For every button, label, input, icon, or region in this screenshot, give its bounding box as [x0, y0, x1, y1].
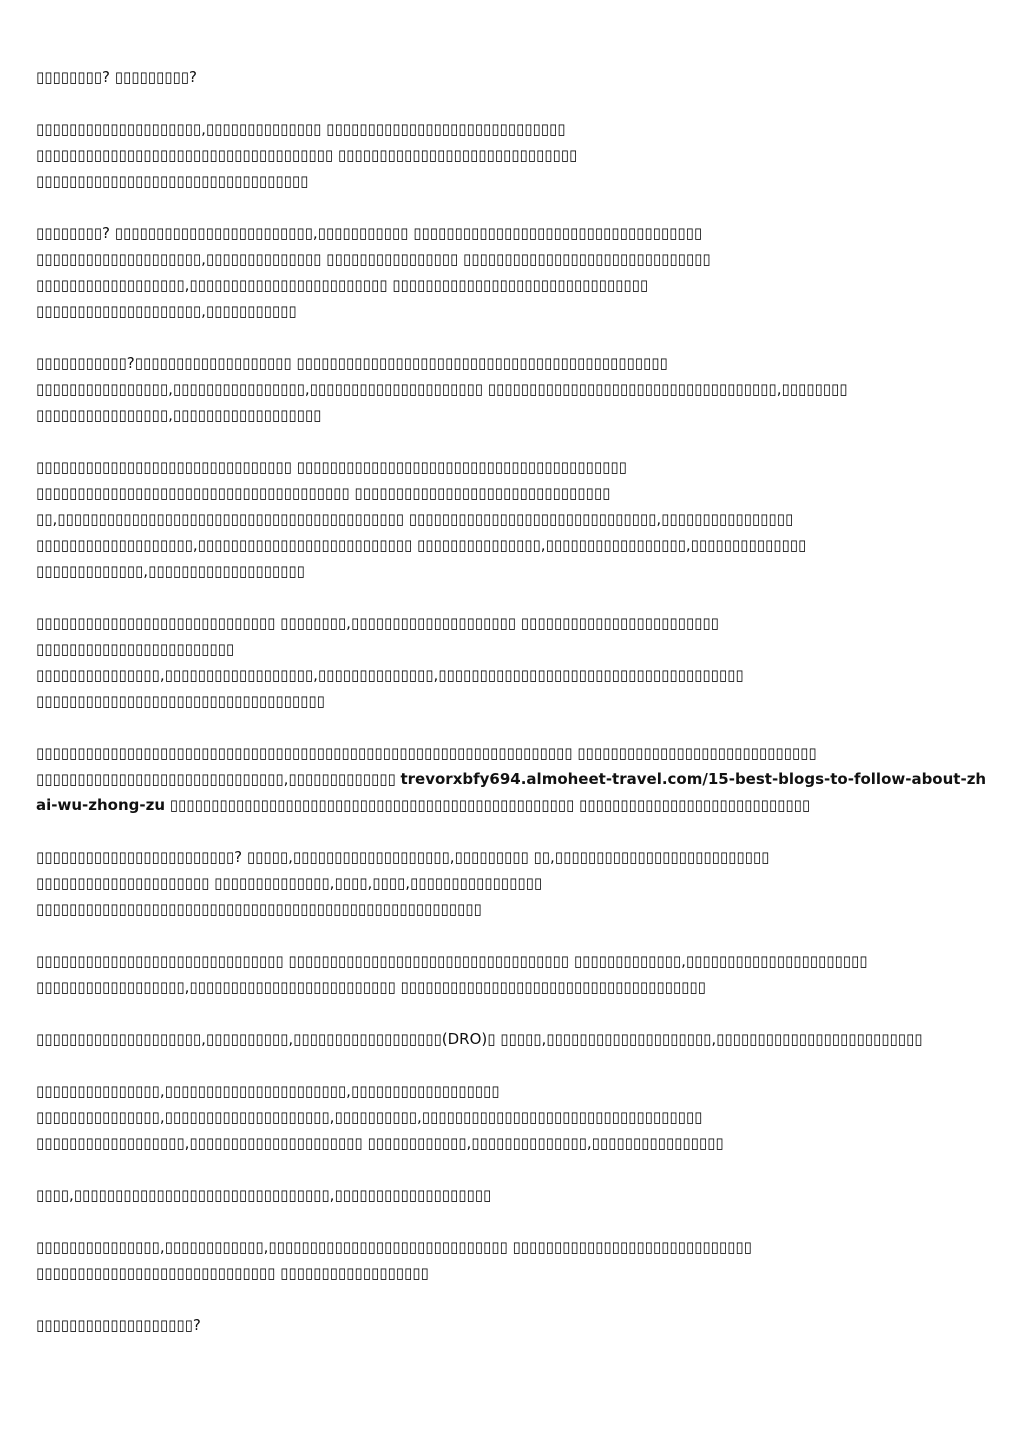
paragraph: ▯▯▯▯▯▯▯▯? ▯▯▯▯▯▯▯▯▯▯▯▯▯▯▯▯▯▯▯▯▯▯▯▯,▯▯▯▯▯▯▯▯▯▯▯ ▯▯▯▯▯▯▯▯▯▯▯▯▯▯▯▯▯▯▯▯▯▯▯▯▯▯▯▯▯▯▯▯▯▯▯ ▯▯▯▯▯▯▯▯▯▯▯▯▯▯▯▯▯▯▯▯,▯▯▯▯▯▯▯▯▯▯▯▯▯▯ ▯▯▯▯▯▯▯▯▯▯▯▯▯▯▯▯ ▯▯▯▯▯▯▯▯▯▯▯▯▯▯▯▯▯▯▯▯▯▯▯▯▯▯▯▯▯▯ ▯▯▯▯▯▯▯▯▯▯▯▯▯▯▯▯▯▯,▯▯▯▯▯▯▯▯▯▯▯▯▯▯▯▯▯▯▯▯▯▯▯▯ ▯▯▯▯▯▯▯▯▯▯▯▯▯▯▯▯▯▯▯▯▯▯▯▯▯▯▯▯▯▯▯ ▯▯▯▯▯▯▯▯▯▯▯▯▯▯▯▯▯▯▯▯,▯▯▯▯▯▯▯▯▯▯▯	[36, 224, 711, 320]
paragraph: ▯▯▯▯▯▯▯▯▯▯▯▯▯▯▯▯▯▯▯▯▯▯▯▯? ▯▯▯▯▯,▯▯▯▯▯▯▯▯▯▯▯▯▯▯▯▯▯▯▯,▯▯▯▯▯▯▯▯▯ ▯▯,▯▯▯▯▯▯▯▯▯▯▯▯▯▯▯▯▯▯▯▯▯▯▯▯▯▯ ▯▯▯▯▯▯▯▯▯▯▯▯▯▯▯▯▯▯▯▯▯ ▯▯▯▯▯▯▯▯▯▯▯▯▯▯,▯▯▯▯,▯▯▯▯,▯▯▯▯▯▯▯▯▯▯▯▯▯▯▯▯ ▯▯▯▯▯▯▯▯▯▯▯▯▯▯▯▯▯▯▯▯▯▯▯▯▯▯▯▯▯▯▯▯▯▯▯▯▯▯▯▯▯▯▯▯▯▯▯▯▯▯▯▯▯▯	[36, 848, 770, 918]
paragraph: ▯▯▯▯▯▯▯▯▯▯▯▯▯▯▯▯▯▯▯▯▯▯▯▯▯▯▯▯▯ ▯▯▯▯▯▯▯▯,▯▯▯▯▯▯▯▯▯▯▯▯▯▯▯▯▯▯▯▯ ▯▯▯▯▯▯▯▯▯▯▯▯▯▯▯▯▯▯▯▯▯▯▯▯ ▯▯▯▯▯▯▯▯▯▯▯▯▯▯▯▯▯▯▯▯▯▯▯▯ ▯▯▯▯▯▯▯▯▯▯▯▯▯▯▯,▯▯▯▯▯▯▯▯▯▯▯▯▯▯▯▯▯▯,▯▯▯▯▯▯▯▯▯▯▯▯▯▯,▯▯▯▯▯▯▯▯▯▯▯▯▯▯▯▯▯▯▯▯▯▯▯▯▯▯▯▯▯▯▯▯▯▯▯▯▯ ▯▯▯▯▯▯▯▯▯▯▯▯▯▯▯▯▯▯▯▯▯▯▯▯▯▯▯▯▯▯▯▯▯▯▯	[36, 614, 744, 710]
document-heading: ▯▯▯▯▯▯▯▯? ▯▯▯▯▯▯▯▯▯?	[36, 68, 198, 86]
paragraph: ▯▯▯▯▯▯▯▯▯▯▯?▯▯▯▯▯▯▯▯▯▯▯▯▯▯▯▯▯▯▯ ▯▯▯▯▯▯▯▯▯▯▯▯▯▯▯▯▯▯▯▯▯▯▯▯▯▯▯▯▯▯▯▯▯▯▯▯▯▯▯▯▯▯▯▯▯ ▯▯▯▯▯▯▯▯▯▯▯▯▯▯▯▯,▯▯▯▯▯▯▯▯▯▯▯▯▯▯▯▯,▯▯▯▯▯▯▯▯▯▯▯▯▯▯▯▯▯▯▯▯▯ ▯▯▯▯▯▯▯▯▯▯▯▯▯▯▯▯▯▯▯▯▯▯▯▯▯▯▯▯▯▯▯▯▯▯▯,▯▯▯▯▯▯▯▯ ▯▯▯▯▯▯▯▯▯▯▯▯▯▯▯▯,▯▯▯▯▯▯▯▯▯▯▯▯▯▯▯▯▯▯	[36, 354, 848, 424]
closing-question: ▯▯▯▯▯▯▯▯▯▯▯▯▯▯▯▯▯▯▯?	[36, 1316, 201, 1334]
paragraph: ▯▯▯▯▯▯▯▯▯▯▯▯▯▯▯,▯▯▯▯▯▯▯▯▯▯▯▯▯▯▯▯▯▯▯▯▯▯,▯▯▯▯▯▯▯▯▯▯▯▯▯▯▯▯▯▯ ▯▯▯▯▯▯▯▯▯▯▯▯▯▯▯,▯▯▯▯▯▯▯▯▯▯▯▯▯▯▯▯▯▯▯▯,▯▯▯▯▯▯▯▯▯▯,▯▯▯▯▯▯▯▯▯▯▯▯▯▯▯▯▯▯▯▯▯▯▯▯▯▯▯▯▯▯▯▯▯▯ ▯▯▯▯▯▯▯▯▯▯▯▯▯▯▯▯▯▯,▯▯▯▯▯▯▯▯▯▯▯▯▯▯▯▯▯▯▯▯▯ ▯▯▯▯▯▯▯▯▯▯▯▯,▯▯▯▯▯▯▯▯▯▯▯▯▯▯,▯▯▯▯▯▯▯▯▯▯▯▯▯▯▯▯	[36, 1082, 724, 1152]
paragraph-with-link	[36, 740, 988, 818]
blog-link[interactable]: trevorxbfy694.almoheet-travel.com/15-best-blogs-to-follow-about-zhai-wu-zhong-zu	[36, 770, 987, 814]
paragraph: ▯▯▯▯▯▯▯▯▯▯▯▯▯▯▯,▯▯▯▯▯▯▯▯▯▯▯▯,▯▯▯▯▯▯▯▯▯▯▯▯▯▯▯▯▯▯▯▯▯▯▯▯▯▯▯▯▯ ▯▯▯▯▯▯▯▯▯▯▯▯▯▯▯▯▯▯▯▯▯▯▯▯▯▯▯▯▯ ▯▯▯▯▯▯▯▯▯▯▯▯▯▯▯▯▯▯▯▯▯▯▯▯▯▯▯▯▯ ▯▯▯▯▯▯▯▯▯▯▯▯▯▯▯▯▯▯	[36, 1238, 752, 1282]
link-paragraph-after: ▯▯▯▯▯▯▯▯▯▯▯▯▯▯▯▯▯▯▯▯▯▯▯▯▯▯▯▯▯▯▯▯▯▯▯▯▯▯▯▯▯▯▯▯▯▯▯▯▯ ▯▯▯▯▯▯▯▯▯▯▯▯▯▯▯▯▯▯▯▯▯▯▯▯▯▯▯▯	[165, 796, 811, 814]
paragraph: ▯▯▯▯▯▯▯▯▯▯▯▯▯▯▯▯▯▯▯▯▯▯▯▯▯▯▯▯▯▯ ▯▯▯▯▯▯▯▯▯▯▯▯▯▯▯▯▯▯▯▯▯▯▯▯▯▯▯▯▯▯▯▯▯▯ ▯▯▯▯▯▯▯▯▯▯▯▯▯,▯▯▯▯▯▯▯▯▯▯▯▯▯▯▯▯▯▯▯▯▯▯ ▯▯▯▯▯▯▯▯▯▯▯▯▯▯▯▯▯▯,▯▯▯▯▯▯▯▯▯▯▯▯▯▯▯▯▯▯▯▯▯▯▯▯▯ ▯▯▯▯▯▯▯▯▯▯▯▯▯▯▯▯▯▯▯▯▯▯▯▯▯▯▯▯▯▯▯▯▯▯▯▯▯	[36, 952, 868, 996]
link-paragraph-before: ▯▯▯▯▯▯▯▯▯▯▯▯▯▯▯▯▯▯▯▯▯▯▯▯▯▯▯▯▯▯▯▯▯▯▯▯▯▯▯▯▯▯▯▯▯▯▯▯▯▯▯▯▯▯▯▯▯▯▯▯▯▯▯▯▯ ▯▯▯▯▯▯▯▯▯▯▯▯▯▯▯▯▯▯▯▯▯▯▯▯▯▯▯▯▯ ▯▯▯▯▯▯▯▯▯▯▯▯▯▯▯▯▯▯▯▯▯▯▯▯▯▯▯▯▯▯,▯▯▯▯▯▯▯▯▯▯▯▯▯	[36, 744, 817, 788]
paragraph: ▯▯▯▯▯▯▯▯▯▯▯▯▯▯▯▯▯▯▯▯,▯▯▯▯▯▯▯▯▯▯▯▯▯▯ ▯▯▯▯▯▯▯▯▯▯▯▯▯▯▯▯▯▯▯▯▯▯▯▯▯▯▯▯▯ ▯▯▯▯▯▯▯▯▯▯▯▯▯▯▯▯▯▯▯▯▯▯▯▯▯▯▯▯▯▯▯▯▯▯▯▯ ▯▯▯▯▯▯▯▯▯▯▯▯▯▯▯▯▯▯▯▯▯▯▯▯▯▯▯▯▯ ▯▯▯▯▯▯▯▯▯▯▯▯▯▯▯▯▯▯▯▯▯▯▯▯▯▯▯▯▯▯▯▯▯	[36, 120, 578, 190]
paragraph: ▯▯▯▯▯▯▯▯▯▯▯▯▯▯▯▯▯▯▯▯,▯▯▯▯▯▯▯▯▯▯,▯▯▯▯▯▯▯▯▯▯▯▯▯▯▯▯▯▯(DRO)▯ ▯▯▯▯▯,▯▯▯▯▯▯▯▯▯▯▯▯▯▯▯▯▯▯▯▯,▯▯▯▯▯▯▯▯▯▯▯▯▯▯▯▯▯▯▯▯▯▯▯▯▯	[36, 1030, 923, 1048]
paragraph: ▯▯▯▯▯▯▯▯▯▯▯▯▯▯▯▯▯▯▯▯▯▯▯▯▯▯▯▯▯▯▯ ▯▯▯▯▯▯▯▯▯▯▯▯▯▯▯▯▯▯▯▯▯▯▯▯▯▯▯▯▯▯▯▯▯▯▯▯▯▯▯▯ ▯▯▯▯▯▯▯▯▯▯▯▯▯▯▯▯▯▯▯▯▯▯▯▯▯▯▯▯▯▯▯▯▯▯▯▯▯▯ ▯▯▯▯▯▯▯▯▯▯▯▯▯▯▯▯▯▯▯▯▯▯▯▯▯▯▯▯▯▯▯ ▯▯,▯▯▯▯▯▯▯▯▯▯▯▯▯▯▯▯▯▯▯▯▯▯▯▯▯▯▯▯▯▯▯▯▯▯▯▯▯▯▯▯▯▯ ▯▯▯▯▯▯▯▯▯▯▯▯▯▯▯▯▯▯▯▯▯▯▯▯▯▯▯▯▯▯,▯▯▯▯▯▯▯▯▯▯▯▯▯▯▯▯ ▯▯▯▯▯▯▯▯▯▯▯▯▯▯▯▯▯▯▯,▯▯▯▯▯▯▯▯▯▯▯▯▯▯▯▯▯▯▯▯▯▯▯▯▯▯ ▯▯▯▯▯▯▯▯▯▯▯▯▯▯▯,▯▯▯▯▯▯▯▯▯▯▯▯▯▯▯▯▯,▯▯▯▯▯▯▯▯▯▯▯▯▯▯ ▯▯▯▯▯▯▯▯▯▯▯▯▯,▯▯▯▯▯▯▯▯▯▯▯▯▯▯▯▯▯▯▯	[36, 458, 807, 580]
paragraph: ▯▯▯▯,▯▯▯▯▯▯▯▯▯▯▯▯▯▯▯▯▯▯▯▯▯▯▯▯▯▯▯▯▯▯▯,▯▯▯▯▯▯▯▯▯▯▯▯▯▯▯▯▯▯▯	[36, 1186, 492, 1204]
